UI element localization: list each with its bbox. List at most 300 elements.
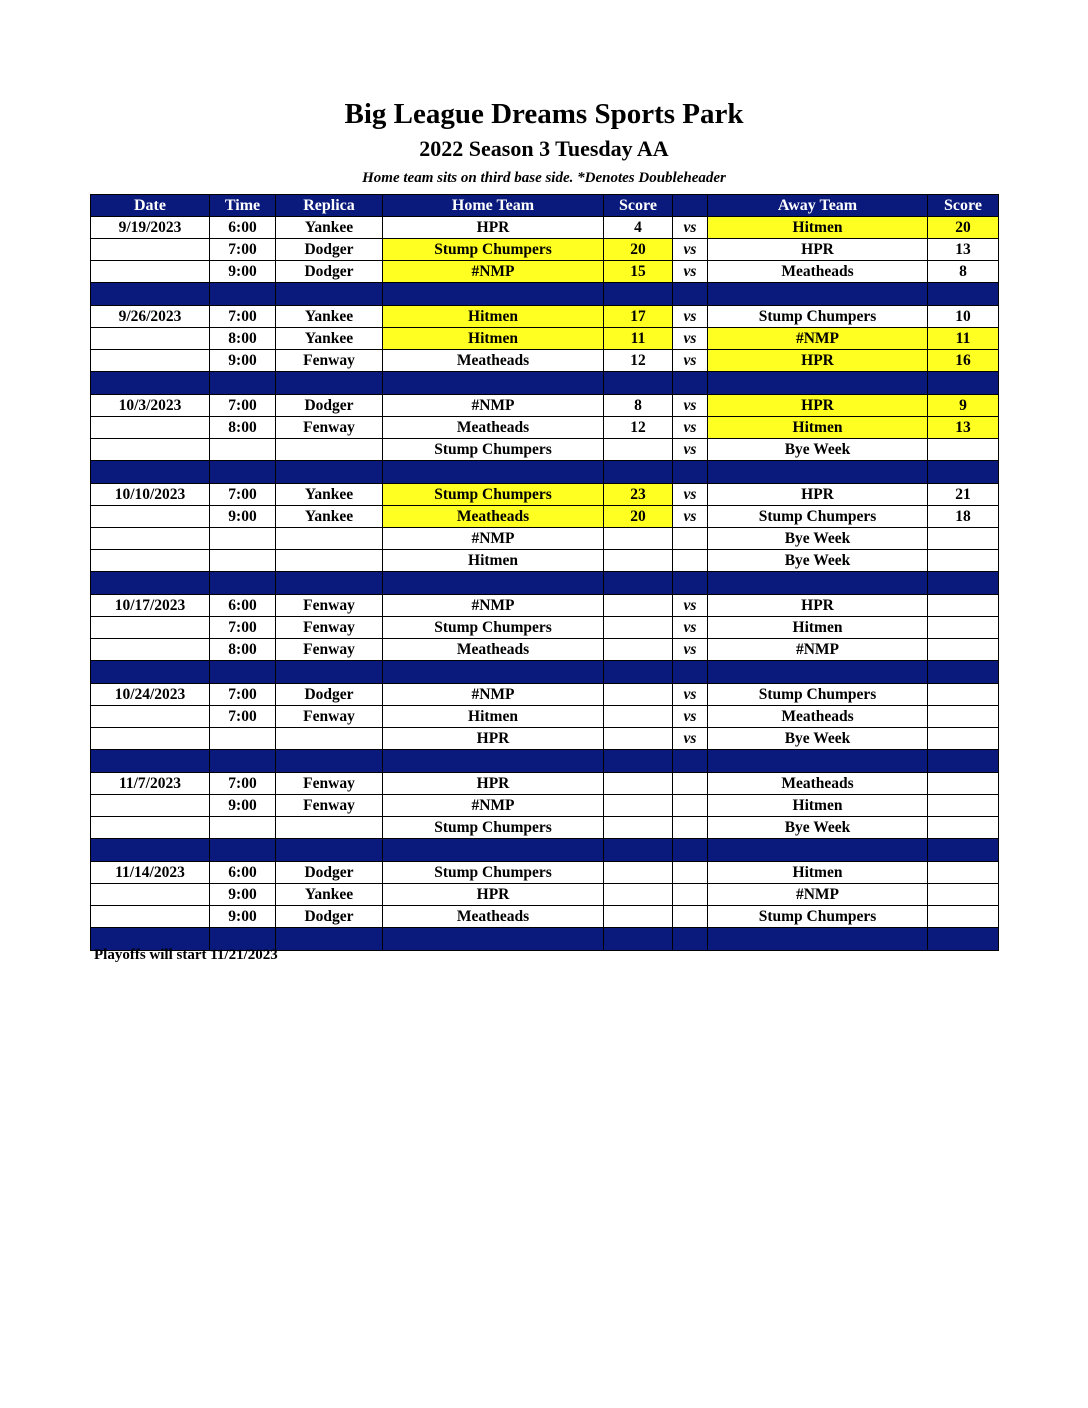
vs-label: vs xyxy=(673,350,708,372)
col-header-time: Time xyxy=(210,195,276,217)
vs-label xyxy=(673,795,708,817)
table-row xyxy=(91,506,999,528)
home-score xyxy=(604,884,673,906)
separator-cell xyxy=(928,572,999,595)
separator-cell xyxy=(383,572,604,595)
separator-cell xyxy=(383,839,604,862)
away-team: Hitmen xyxy=(708,617,928,639)
separator-cell xyxy=(91,661,210,684)
away-score: 16 xyxy=(928,350,999,372)
separator-cell xyxy=(604,839,673,862)
col-header-vs xyxy=(673,195,708,217)
page-subtitle: 2022 Season 3 Tuesday AA xyxy=(419,136,669,161)
away-team: Stump Chumpers xyxy=(708,906,928,928)
separator-cell xyxy=(276,283,383,306)
away-score: 10 xyxy=(928,306,999,328)
home-team: #NMP xyxy=(383,528,604,550)
table-row xyxy=(91,595,999,617)
home-score xyxy=(604,773,673,795)
col-header-away-team: Away Team xyxy=(708,195,928,217)
table-row xyxy=(91,639,999,661)
game-date: 11/14/2023 xyxy=(91,862,210,884)
game-replica: Yankee xyxy=(276,884,383,906)
home-team: Stump Chumpers xyxy=(383,862,604,884)
separator-cell xyxy=(91,572,210,595)
game-replica xyxy=(276,528,383,550)
game-time xyxy=(210,528,276,550)
away-score xyxy=(928,773,999,795)
home-team: Hitmen xyxy=(383,550,604,572)
separator-cell xyxy=(210,661,276,684)
home-team: HPR xyxy=(383,728,604,750)
game-replica: Fenway xyxy=(276,350,383,372)
home-score: 17 xyxy=(604,306,673,328)
game-time xyxy=(210,728,276,750)
game-date xyxy=(91,328,210,350)
separator-cell xyxy=(276,572,383,595)
vs-label: vs xyxy=(673,684,708,706)
game-date xyxy=(91,239,210,261)
home-team: Hitmen xyxy=(383,328,604,350)
away-team: HPR xyxy=(708,239,928,261)
separator-cell xyxy=(91,283,210,306)
week-separator-row xyxy=(91,661,999,684)
game-date xyxy=(91,506,210,528)
separator-cell xyxy=(928,283,999,306)
table-row xyxy=(91,706,999,728)
table-row xyxy=(91,617,999,639)
home-score xyxy=(604,439,673,461)
away-score: 13 xyxy=(928,417,999,439)
game-replica: Fenway xyxy=(276,795,383,817)
home-team: #NMP xyxy=(383,595,604,617)
game-date xyxy=(91,906,210,928)
game-time: 7:00 xyxy=(210,773,276,795)
separator-cell xyxy=(604,283,673,306)
away-score: 18 xyxy=(928,506,999,528)
home-score: 12 xyxy=(604,417,673,439)
separator-cell xyxy=(210,750,276,773)
game-date xyxy=(91,617,210,639)
col-header-away-score: Score xyxy=(928,195,999,217)
separator-cell xyxy=(276,372,383,395)
table-row xyxy=(91,239,999,261)
away-score xyxy=(928,862,999,884)
separator-cell xyxy=(673,839,708,862)
game-time: 7:00 xyxy=(210,617,276,639)
table-row xyxy=(91,817,999,839)
separator-cell xyxy=(276,839,383,862)
game-replica: Dodger xyxy=(276,239,383,261)
separator-cell xyxy=(276,750,383,773)
game-time xyxy=(210,817,276,839)
away-team: Hitmen xyxy=(708,795,928,817)
vs-label: vs xyxy=(673,306,708,328)
game-time: 7:00 xyxy=(210,239,276,261)
away-team: #NMP xyxy=(708,639,928,661)
vs-label: vs xyxy=(673,217,708,239)
game-date xyxy=(91,639,210,661)
vs-label xyxy=(673,906,708,928)
separator-cell xyxy=(210,283,276,306)
vs-label xyxy=(673,773,708,795)
home-team: Stump Chumpers xyxy=(383,439,604,461)
game-replica: Fenway xyxy=(276,773,383,795)
away-team: Stump Chumpers xyxy=(708,506,928,528)
away-team: #NMP xyxy=(708,328,928,350)
col-header-replica: Replica xyxy=(276,195,383,217)
vs-label: vs xyxy=(673,417,708,439)
home-score xyxy=(604,639,673,661)
vs-label: vs xyxy=(673,439,708,461)
home-score xyxy=(604,595,673,617)
away-team: Hitmen xyxy=(708,417,928,439)
separator-cell xyxy=(210,372,276,395)
doubleheader-note: Home team sits on third base side. *Denotes Doubleheader xyxy=(362,170,726,186)
away-team: Bye Week xyxy=(708,439,928,461)
separator-cell xyxy=(604,461,673,484)
home-score xyxy=(604,617,673,639)
away-team: HPR xyxy=(708,484,928,506)
game-replica xyxy=(276,550,383,572)
separator-cell xyxy=(708,572,928,595)
separator-cell xyxy=(383,372,604,395)
week-separator-row xyxy=(91,572,999,595)
away-score xyxy=(928,906,999,928)
away-score xyxy=(928,684,999,706)
separator-cell xyxy=(604,661,673,684)
separator-cell xyxy=(91,839,210,862)
vs-label xyxy=(673,862,708,884)
game-date: 9/19/2023 xyxy=(91,217,210,239)
game-date xyxy=(91,350,210,372)
home-team: Meatheads xyxy=(383,506,604,528)
separator-cell xyxy=(928,928,999,951)
home-team: Meatheads xyxy=(383,639,604,661)
game-time: 8:00 xyxy=(210,328,276,350)
away-team: Meatheads xyxy=(708,706,928,728)
separator-cell xyxy=(383,461,604,484)
away-team: Hitmen xyxy=(708,217,928,239)
vs-label xyxy=(673,550,708,572)
separator-cell xyxy=(673,283,708,306)
separator-cell xyxy=(708,372,928,395)
table-row xyxy=(91,484,999,506)
game-date xyxy=(91,417,210,439)
game-date xyxy=(91,884,210,906)
game-replica: Dodger xyxy=(276,906,383,928)
separator-cell xyxy=(673,572,708,595)
table-row xyxy=(91,328,999,350)
home-score: 12 xyxy=(604,350,673,372)
home-score xyxy=(604,862,673,884)
home-score xyxy=(604,706,673,728)
game-replica xyxy=(276,817,383,839)
separator-cell xyxy=(673,750,708,773)
separator-cell xyxy=(928,661,999,684)
col-header-home-score: Score xyxy=(604,195,673,217)
away-score xyxy=(928,617,999,639)
away-team: Stump Chumpers xyxy=(708,306,928,328)
away-score: 21 xyxy=(928,484,999,506)
schedule-table xyxy=(90,194,999,951)
game-date: 10/24/2023 xyxy=(91,684,210,706)
vs-label: vs xyxy=(673,595,708,617)
vs-label xyxy=(673,884,708,906)
game-replica: Yankee xyxy=(276,484,383,506)
game-replica: Fenway xyxy=(276,595,383,617)
game-date xyxy=(91,550,210,572)
table-row xyxy=(91,528,999,550)
vs-label: vs xyxy=(673,506,708,528)
game-time: 6:00 xyxy=(210,217,276,239)
home-team: Meatheads xyxy=(383,350,604,372)
home-score: 4 xyxy=(604,217,673,239)
separator-cell xyxy=(708,661,928,684)
game-replica: Dodger xyxy=(276,862,383,884)
game-time xyxy=(210,439,276,461)
away-score xyxy=(928,795,999,817)
vs-label: vs xyxy=(673,239,708,261)
home-team: #NMP xyxy=(383,395,604,417)
game-replica xyxy=(276,728,383,750)
game-replica: Fenway xyxy=(276,706,383,728)
separator-cell xyxy=(604,928,673,951)
table-row xyxy=(91,395,999,417)
vs-label: vs xyxy=(673,728,708,750)
table-row xyxy=(91,773,999,795)
home-team: HPR xyxy=(383,217,604,239)
game-time: 9:00 xyxy=(210,506,276,528)
separator-cell xyxy=(210,461,276,484)
game-time: 6:00 xyxy=(210,862,276,884)
table-row xyxy=(91,350,999,372)
separator-cell xyxy=(928,839,999,862)
game-time: 6:00 xyxy=(210,595,276,617)
table-row xyxy=(91,795,999,817)
game-replica: Dodger xyxy=(276,684,383,706)
away-team: Meatheads xyxy=(708,773,928,795)
home-team: Stump Chumpers xyxy=(383,617,604,639)
away-score xyxy=(928,706,999,728)
home-team: Meatheads xyxy=(383,906,604,928)
separator-cell xyxy=(91,372,210,395)
col-header-home-team: Home Team xyxy=(383,195,604,217)
game-replica: Fenway xyxy=(276,639,383,661)
away-score: 8 xyxy=(928,261,999,283)
home-team: #NMP xyxy=(383,261,604,283)
table-row xyxy=(91,684,999,706)
game-date xyxy=(91,528,210,550)
home-team: Meatheads xyxy=(383,417,604,439)
separator-cell xyxy=(383,283,604,306)
game-time: 9:00 xyxy=(210,884,276,906)
separator-cell xyxy=(210,839,276,862)
game-time: 9:00 xyxy=(210,261,276,283)
week-separator-row xyxy=(91,283,999,306)
week-separator-row xyxy=(91,461,999,484)
separator-cell xyxy=(708,461,928,484)
separator-cell xyxy=(604,572,673,595)
game-date xyxy=(91,817,210,839)
home-team: Stump Chumpers xyxy=(383,239,604,261)
home-score xyxy=(604,906,673,928)
away-team: HPR xyxy=(708,350,928,372)
game-time: 9:00 xyxy=(210,350,276,372)
separator-cell xyxy=(276,461,383,484)
home-team: Stump Chumpers xyxy=(383,484,604,506)
game-date xyxy=(91,728,210,750)
away-score: 9 xyxy=(928,395,999,417)
vs-label: vs xyxy=(673,706,708,728)
separator-cell xyxy=(276,661,383,684)
separator-cell xyxy=(276,928,383,951)
playoffs-note: Playoffs will start 11/21/2023 xyxy=(94,947,278,963)
game-replica: Yankee xyxy=(276,217,383,239)
away-team: Bye Week xyxy=(708,817,928,839)
game-time: 7:00 xyxy=(210,684,276,706)
home-team: HPR xyxy=(383,773,604,795)
separator-cell xyxy=(928,750,999,773)
game-time: 7:00 xyxy=(210,395,276,417)
table-row xyxy=(91,306,999,328)
page-title: Big League Dreams Sports Park xyxy=(344,98,744,130)
game-time: 7:00 xyxy=(210,306,276,328)
table-row xyxy=(91,550,999,572)
away-score xyxy=(928,595,999,617)
home-team: Hitmen xyxy=(383,306,604,328)
home-score xyxy=(604,728,673,750)
separator-cell xyxy=(708,839,928,862)
away-score xyxy=(928,528,999,550)
separator-cell xyxy=(91,461,210,484)
away-team: HPR xyxy=(708,595,928,617)
separator-cell xyxy=(928,372,999,395)
home-score: 23 xyxy=(604,484,673,506)
away-team: Hitmen xyxy=(708,862,928,884)
game-date: 10/17/2023 xyxy=(91,595,210,617)
away-score xyxy=(928,550,999,572)
home-score xyxy=(604,528,673,550)
game-time: 9:00 xyxy=(210,906,276,928)
separator-cell xyxy=(708,928,928,951)
table-row xyxy=(91,862,999,884)
away-score xyxy=(928,817,999,839)
table-row xyxy=(91,439,999,461)
away-score xyxy=(928,728,999,750)
separator-cell xyxy=(383,661,604,684)
game-replica: Yankee xyxy=(276,328,383,350)
game-replica: Fenway xyxy=(276,417,383,439)
game-date xyxy=(91,795,210,817)
vs-label: vs xyxy=(673,484,708,506)
game-replica: Dodger xyxy=(276,395,383,417)
separator-cell xyxy=(383,750,604,773)
separator-cell xyxy=(673,372,708,395)
vs-label: vs xyxy=(673,639,708,661)
away-score xyxy=(928,439,999,461)
away-score: 11 xyxy=(928,328,999,350)
home-team: Stump Chumpers xyxy=(383,817,604,839)
game-time: 7:00 xyxy=(210,484,276,506)
game-date xyxy=(91,706,210,728)
table-row xyxy=(91,884,999,906)
away-score: 13 xyxy=(928,239,999,261)
away-team: HPR xyxy=(708,395,928,417)
table-row xyxy=(91,261,999,283)
home-score xyxy=(604,684,673,706)
home-score: 11 xyxy=(604,328,673,350)
home-score: 20 xyxy=(604,239,673,261)
home-score xyxy=(604,817,673,839)
vs-label xyxy=(673,817,708,839)
vs-label: vs xyxy=(673,328,708,350)
game-time: 8:00 xyxy=(210,639,276,661)
game-time: 9:00 xyxy=(210,795,276,817)
home-score xyxy=(604,550,673,572)
separator-cell xyxy=(708,750,928,773)
table-header-row xyxy=(91,195,999,217)
away-score xyxy=(928,884,999,906)
week-separator-row xyxy=(91,839,999,862)
week-separator-row xyxy=(91,750,999,773)
separator-cell xyxy=(928,461,999,484)
game-date: 11/7/2023 xyxy=(91,773,210,795)
away-team: Bye Week xyxy=(708,728,928,750)
table-row xyxy=(91,417,999,439)
away-team: Meatheads xyxy=(708,261,928,283)
separator-cell xyxy=(604,750,673,773)
away-team: Bye Week xyxy=(708,550,928,572)
vs-label: vs xyxy=(673,617,708,639)
separator-cell xyxy=(673,661,708,684)
table-row xyxy=(91,217,999,239)
home-team: #NMP xyxy=(383,795,604,817)
col-header-date: Date xyxy=(91,195,210,217)
separator-cell xyxy=(210,572,276,595)
game-time: 8:00 xyxy=(210,417,276,439)
home-team: Hitmen xyxy=(383,706,604,728)
vs-label: vs xyxy=(673,395,708,417)
away-team: Stump Chumpers xyxy=(708,684,928,706)
game-date: 9/26/2023 xyxy=(91,306,210,328)
game-date: 10/10/2023 xyxy=(91,484,210,506)
game-time xyxy=(210,550,276,572)
separator-cell xyxy=(673,928,708,951)
separator-cell xyxy=(673,461,708,484)
home-score: 20 xyxy=(604,506,673,528)
separator-cell xyxy=(91,750,210,773)
week-separator-row xyxy=(91,372,999,395)
away-score: 20 xyxy=(928,217,999,239)
game-replica: Yankee xyxy=(276,506,383,528)
game-date: 10/3/2023 xyxy=(91,395,210,417)
home-score: 8 xyxy=(604,395,673,417)
away-team: Bye Week xyxy=(708,528,928,550)
home-score xyxy=(604,795,673,817)
table-row xyxy=(91,728,999,750)
separator-cell xyxy=(708,283,928,306)
table-row xyxy=(91,906,999,928)
game-replica: Dodger xyxy=(276,261,383,283)
home-team: HPR xyxy=(383,884,604,906)
game-time: 7:00 xyxy=(210,706,276,728)
separator-cell xyxy=(604,372,673,395)
game-replica xyxy=(276,439,383,461)
home-team: #NMP xyxy=(383,684,604,706)
game-replica: Fenway xyxy=(276,617,383,639)
vs-label: vs xyxy=(673,261,708,283)
